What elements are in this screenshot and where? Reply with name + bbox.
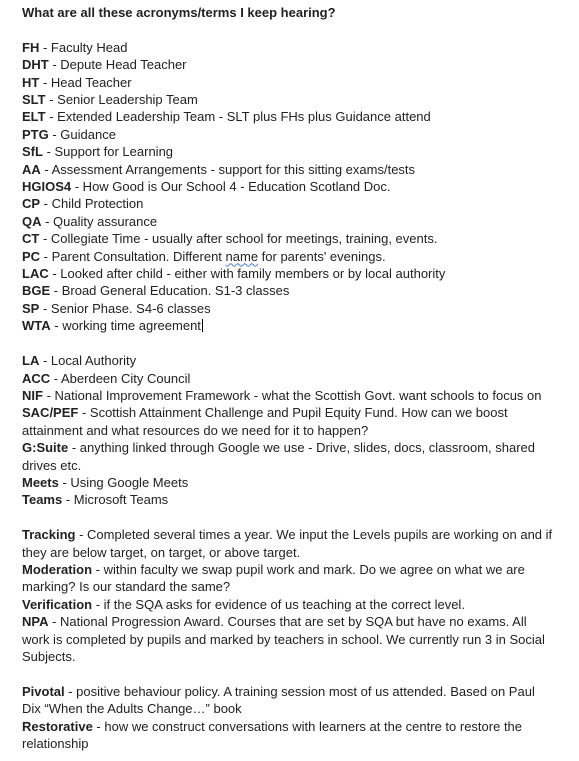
term: G:Suite [22, 440, 69, 456]
term: SfL [22, 144, 43, 160]
definition: - National Improvement Framework - what the Scottish Govt. want schools to focus on [42, 387, 542, 403]
term: PTG [22, 126, 49, 142]
term-entry-ct [22, 230, 579, 247]
term-entry-npa [22, 613, 557, 665]
term: Restorative [22, 718, 93, 734]
term: SAC/PEF [22, 405, 79, 421]
definition: - Head Teacher [39, 74, 132, 90]
blank-line [22, 665, 579, 682]
term-entry-lac [22, 265, 579, 282]
definition: - National Progression Award. Courses that are set by SQA but have no exams. All work is completed by pupils and marked by teachers in school. We currently run 3 in Social Subjects. [22, 614, 545, 664]
definition: - Guidance [48, 126, 116, 142]
term-entry-moderation [22, 561, 557, 596]
term: FH [22, 39, 40, 55]
term-entry-pivotal [22, 683, 557, 718]
definition: - Aberdeen City Council [50, 370, 191, 386]
term: NIF [22, 387, 43, 403]
definition: - Senior Phase. S4-6 classes [39, 300, 211, 316]
term-entry-cp [22, 195, 579, 212]
term-entry-sfl [22, 143, 579, 160]
term: QA [22, 213, 42, 229]
term: HT [22, 74, 40, 90]
term-entry-ptg [22, 126, 579, 143]
term: Meets [22, 474, 59, 490]
term-entry-verification [22, 596, 579, 613]
definition: - Using Google Meets [58, 474, 189, 490]
definition: - working time agreement [50, 318, 201, 334]
definition: - positive behaviour policy. A training session most of us attended. Based on Paul Dix “When the Adults Change…” book [22, 683, 535, 717]
definition: - Microsoft Teams [62, 492, 169, 508]
term: AA [22, 161, 41, 177]
term-entry-nif [22, 387, 579, 404]
term-entry-elt [22, 108, 579, 125]
definition: for parents' evenings. [258, 248, 386, 264]
term-entry-meets [22, 474, 579, 491]
definition: - Parent Consultation. Different [40, 248, 226, 264]
definition: - within faculty we swap pupil work and mark. Do we agree on what we are marking? Is our standard the same? [22, 561, 525, 595]
term-entry-pc [22, 248, 579, 265]
term: ELT [22, 109, 46, 125]
term-entry-teams [22, 491, 579, 508]
definition: - Assessment Arrangements - support for this sitting exams/tests [40, 161, 416, 177]
term-entry-la [22, 352, 579, 369]
definition: - Senior Leadership Team [45, 92, 198, 108]
term: PC [22, 248, 41, 264]
definition: - Faculty Head [39, 39, 128, 55]
term-entry-sac-pef [22, 404, 557, 439]
blank-line [22, 335, 579, 352]
term-entry-sp [22, 300, 579, 317]
definition: - Depute Head Teacher [48, 57, 187, 73]
definition: - anything linked through Google we use - Drive, slides, docs, classroom, shared drives etc. [22, 440, 536, 473]
term-entry-ht [22, 74, 579, 91]
definition: - Local Authority [39, 353, 137, 369]
term-entry-hgios4 [22, 178, 579, 195]
term: Teams [22, 492, 63, 508]
definition: - Completed several times a year. We input the Levels pupils are working on and if they are below target, on target, or above target. [22, 527, 553, 560]
term-entry-slt [22, 91, 579, 108]
term-entry-tracking [22, 526, 557, 561]
term: Verification [22, 596, 93, 612]
definition: - Broad General Education. S1-3 classes [50, 283, 290, 299]
term-entry-acc [22, 370, 579, 387]
definition: - how we construct conversations with learners at the centre to restore the relationship [22, 718, 523, 751]
term: LAC [22, 266, 49, 282]
term-entry-qa [22, 213, 579, 230]
term: Pivotal [22, 683, 65, 699]
definition: - How Good is Our School 4 - Education Scotland Doc. [71, 179, 391, 195]
term: ACC [22, 370, 51, 386]
document-title: What are all these acronyms/terms I keep hearing? [22, 5, 336, 20]
term: SP [22, 300, 40, 316]
term: Tracking [22, 527, 76, 543]
definition: - Scottish Attainment Challenge and Pupil Equity Fund. How can we boost attainment and what resources do we need for it to happen? [22, 405, 508, 438]
term: LA [22, 353, 40, 369]
term-entry-bge [22, 282, 579, 299]
term: DHT [22, 57, 49, 73]
term: BGE [22, 283, 51, 299]
term: WTA [22, 318, 51, 334]
term: SLT [22, 92, 46, 108]
blank-line [22, 509, 579, 526]
term: NPA [22, 614, 49, 630]
term-entry-fh [22, 39, 579, 56]
term-entry-gsuite [22, 439, 557, 474]
definition: - Collegiate Time - usually after school for meetings, training, events. [39, 231, 438, 247]
blank-line [22, 21, 579, 38]
term: CT [22, 231, 40, 247]
text-cursor [202, 319, 203, 332]
spellcheck-flagged-word[interactable]: name [225, 248, 259, 264]
term: Moderation [22, 561, 93, 577]
term-entry-restorative [22, 718, 557, 753]
definition: - Looked after child - either with family members or by local authority [48, 266, 446, 282]
definition: - Child Protection [40, 196, 144, 212]
definition: - Quality assurance [41, 213, 158, 229]
definition: - if the SQA asks for evidence of us teaching at the correct level. [92, 596, 465, 612]
term: CP [22, 196, 41, 212]
definition: - Extended Leadership Team - SLT plus FHs plus Guidance attend [45, 109, 431, 125]
term-entry-wta [22, 317, 579, 334]
term-entry-dht [22, 56, 579, 73]
term: HGIOS4 [22, 179, 72, 195]
term-entry-aa [22, 161, 579, 178]
definition: - Support for Learning [42, 144, 174, 160]
